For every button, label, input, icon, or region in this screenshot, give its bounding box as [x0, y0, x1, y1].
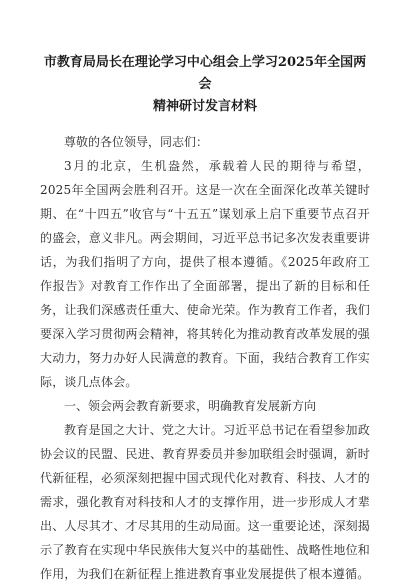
document-title	[40, 52, 370, 118]
title-line-1: 市教育局局长在理论学习中心组会上学习2025年全国两会	[43, 55, 367, 92]
section-heading: 一、领会两会教育新要求，明确教育发展新方向	[64, 399, 317, 413]
section-paragraph: 教育是国之大计、党之大计。习近平总书记在看望参加政协会议的民盟、民进、教育界委员并参加联组会时强调，新时代新征程，必须深刻把握中国式现代化对教育、科技、人才的需求，强化教育对科技和人才的支撑作用，进一步形成人才辈出、人尽其才、才尽其用的生动局面。这一重要论述，深刻揭示了教育在实现中华民族伟大复兴中的基础性、战略性地位和作用，为我们在新征程上推进教育事业发展提供了根本遵循。	[40, 423, 370, 581]
intro-paragraph: 3月的北京，生机盎然，承载着人民的期待与希望，2025年全国两会胜利召开。这是一次在全面深化改革关键时期、在“十四五”收官与“十五五”谋划承上启下重要节点召开的盛会，意义非凡。两会期间，习近平总书记多次发表重要讲话，为我们指明了方向，提供了根本遵循。《2025年政府工作报告》对教育工作作出了全面部署，提出了新的目标和任务，让我们深感责任重大、使命光荣。作为教育工作者，我们要深入学习贯彻两会精神，将其转化为推动教育改革发展的强大动力，努力办好人民满意的教育。下面，我结合教育工作实际，谈几点体会。	[40, 159, 370, 389]
title-line-2: 精神研讨发言材料	[152, 99, 257, 114]
greeting: 尊敬的各位领导，同志们：	[64, 135, 209, 149]
